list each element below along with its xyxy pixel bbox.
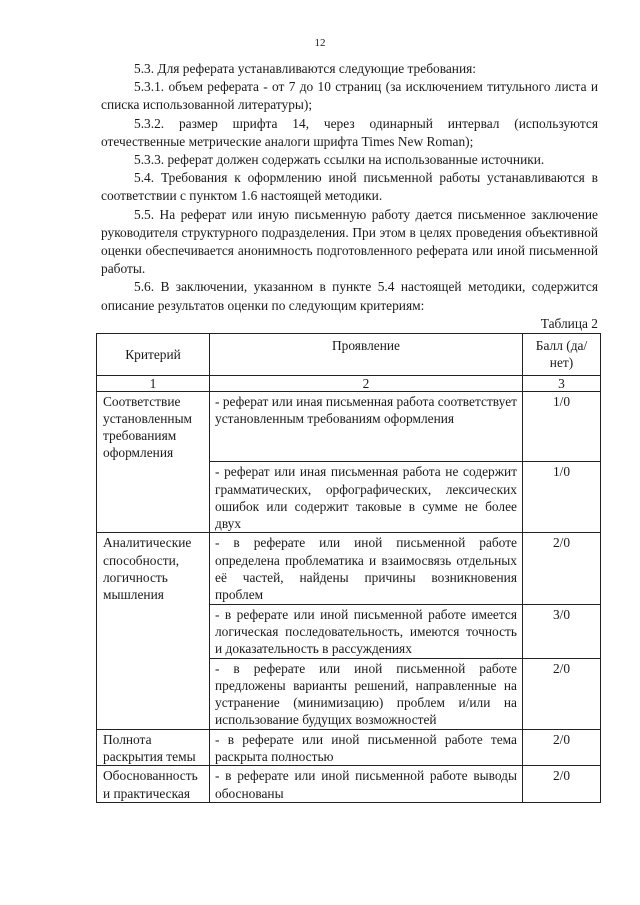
- table-header-row: [97, 334, 601, 376]
- header-score: Балл (да/нет): [523, 334, 601, 376]
- score-cell: 2/0: [523, 533, 601, 604]
- score-cell: 1/0: [523, 391, 601, 462]
- score-cell: 2/0: [523, 658, 601, 729]
- score-cell: 2/0: [523, 729, 601, 766]
- criterion-cell-continued: [97, 462, 210, 533]
- criteria-table: [96, 333, 601, 803]
- paragraph-5-5: 5.5. На реферат или иную письменную работу дается письменное заключение руководителя структурного подразделения. При этом в целях проведения объективной оценки обеспечивается анонимность подготовленного реферата или иной письменной работы.: [101, 206, 598, 277]
- paragraph-5-4: 5.4. Требования к оформлению иной письменной работы устанавливаются в соответствии с пунктом 1.6 настоящей методики.: [101, 170, 598, 204]
- column-number: 2: [210, 375, 523, 391]
- criterion-cell: Соответствие установленным требованиям оформления: [97, 391, 210, 462]
- table-row: [97, 766, 601, 803]
- score-cell: 3/0: [523, 604, 601, 658]
- column-number: 3: [523, 375, 601, 391]
- paragraph-5-3: 5.3. Для реферата устанавливаются следующие требования:: [134, 61, 476, 76]
- table-row: [97, 391, 601, 462]
- criterion-cell-continued: [97, 604, 210, 658]
- manifestation-cell: - в реферате или иной письменной работе определена проблематика и взаимосвязь отдельных её частей, найдены причины возникновения проблем: [210, 533, 523, 604]
- criterion-cell-continued: [97, 658, 210, 729]
- paragraph-5-3-1: 5.3.1. объем реферата - от 7 до 10 страниц (за исключением титульного листа и списка использованной литературы);: [101, 79, 598, 113]
- manifestation-cell: - реферат или иная письменная работа соответствует установленным требованиям оформления: [210, 391, 523, 462]
- manifestation-cell: - в реферате или иной письменной работе выводы обоснованы: [210, 766, 523, 803]
- header-manifestation: Проявление: [210, 334, 523, 376]
- score-cell: 2/0: [523, 766, 601, 803]
- table-row: [97, 533, 601, 604]
- criterion-cell: Обоснованность и практическая: [97, 766, 210, 803]
- paragraph-5-6: 5.6. В заключении, указанном в пункте 5.4 настоящей методики, содержится описание результатов оценки по следующим критериям:: [101, 279, 598, 313]
- paragraph-5-3-2: 5.3.2. размер шрифта 14, через одинарный интервал (используются отечественные метрические аналоги шрифта Times New Roman);: [101, 115, 598, 149]
- table-row: [97, 729, 601, 766]
- table-row: [97, 604, 601, 658]
- manifestation-cell: - в реферате или иной письменной работе тема раскрыта полностью: [210, 729, 523, 766]
- manifestation-cell: - в реферате или иной письменной работе имеется логическая последовательность, имеются точность и доказательность в рассуждениях: [210, 604, 523, 658]
- criterion-cell: Полнота раскрытия темы: [97, 729, 210, 766]
- manifestation-cell: - в реферате или иной письменной работе предложены варианты решений, направленные на устранение (минимизацию) проблем и/или на использование будущих возможностей: [210, 658, 523, 729]
- score-cell: 1/0: [523, 462, 601, 533]
- table-caption: Таблица 2: [540, 316, 598, 331]
- column-number-row: [97, 375, 601, 391]
- table-row: [97, 462, 601, 533]
- paragraph-5-3-3: 5.3.3. реферат должен содержать ссылки на использованные источники.: [134, 152, 545, 168]
- body-text: [101, 60, 598, 315]
- table-row: [97, 658, 601, 729]
- criterion-cell: Аналитические способности, логичность мышления: [97, 533, 210, 604]
- header-criterion: Критерий: [97, 334, 210, 376]
- page-number: 12: [314, 37, 326, 49]
- manifestation-cell: - реферат или иная письменная работа не содержит грамматических, орфографических, лексических ошибок или содержит таковые в сумме не более двух: [210, 462, 523, 533]
- column-number: 1: [97, 375, 210, 391]
